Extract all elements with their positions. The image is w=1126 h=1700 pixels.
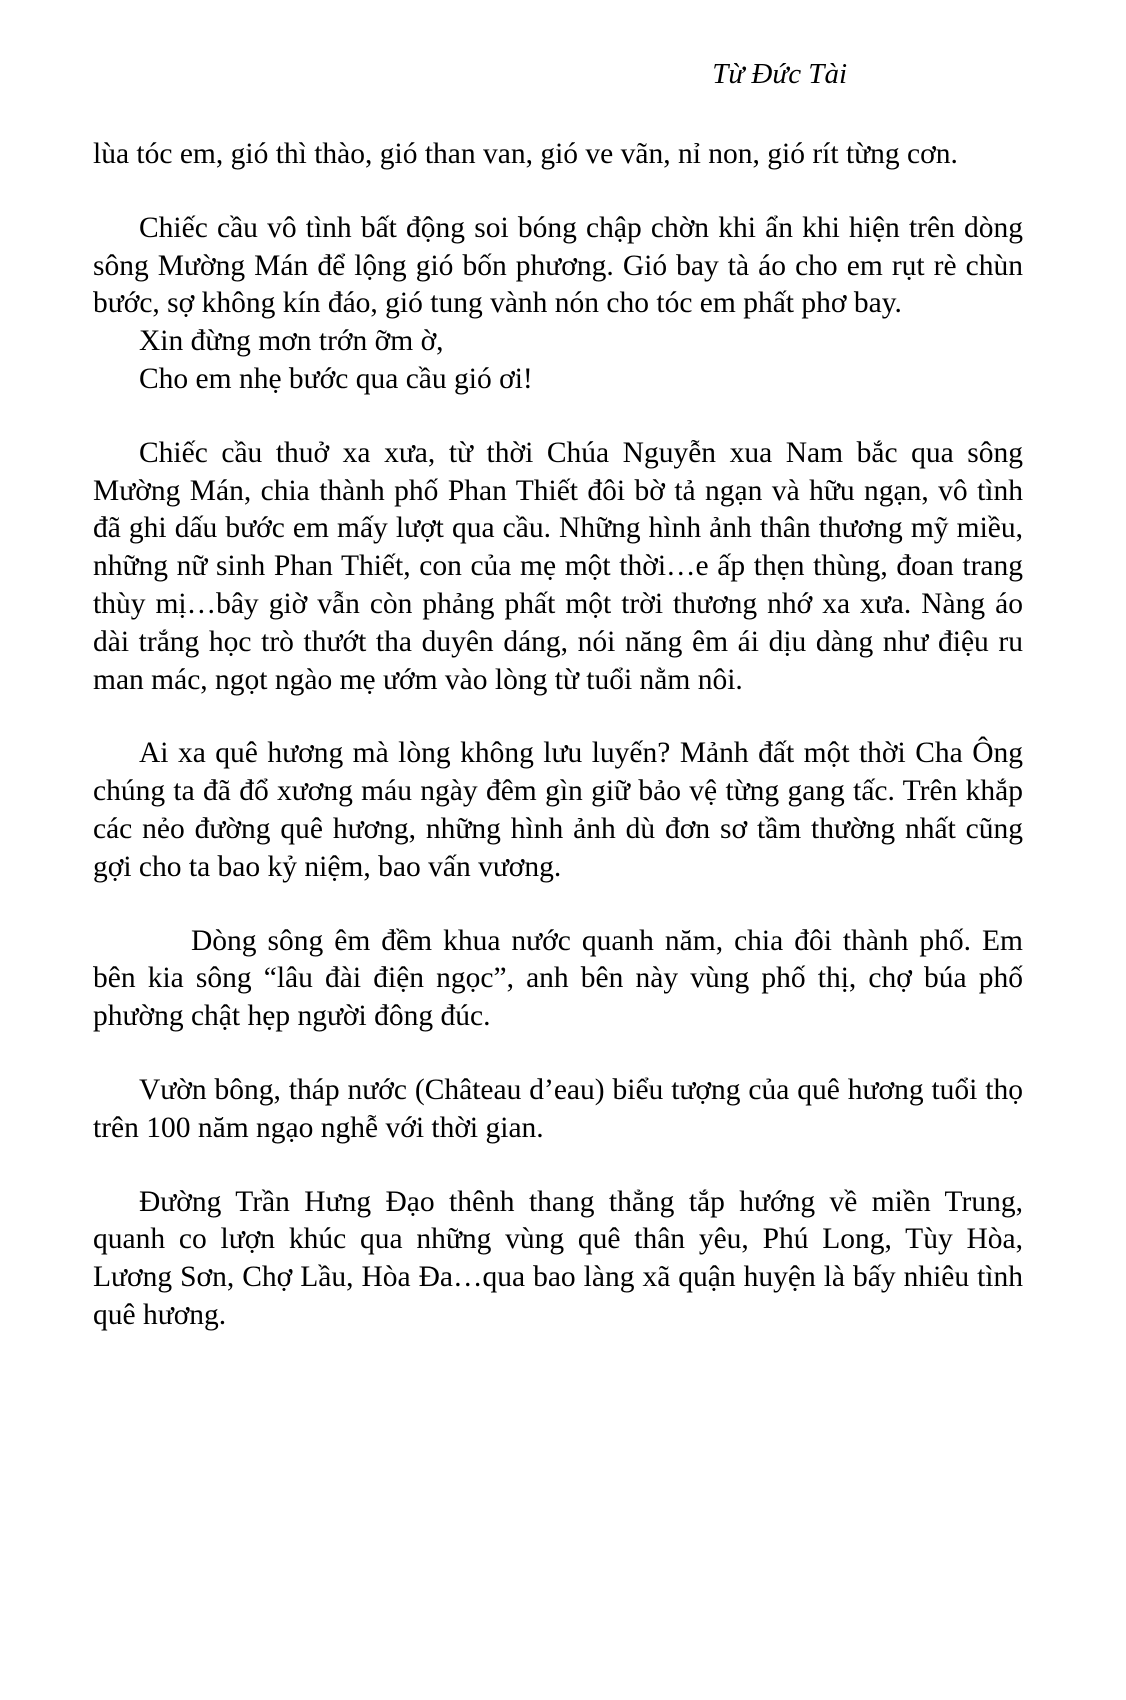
paragraph-water-tower: Vườn bông, tháp nước (Château d’eau) biểu tượng của quê hương tuổi thọ trên 100 năm ngạo nghễ với thời gian. bbox=[93, 1073, 1023, 1144]
verse-line-1: Xin đừng mơn trớn ỡm ờ, bbox=[139, 325, 444, 358]
body-text bbox=[93, 136, 1023, 1335]
paragraph-continuation: lùa tóc em, gió thì thào, gió than van, gió ve vãn, nỉ non, gió rít từng cơn. bbox=[93, 138, 958, 170]
paragraph-river: Dòng sông êm đềm khua nước quanh năm, chia đôi thành phố. Em bên kia sông “lâu đài điện ngọc”, anh bên này vùng phố thị, chợ búa phố phường chật hẹp người đông đúc. bbox=[93, 924, 1023, 1033]
verse-line-2: Cho em nhẹ bước qua cầu gió ơi! bbox=[139, 362, 533, 395]
paragraph-history: Chiếc cầu thuở xa xưa, từ thời Chúa Nguyễn xua Nam bắc qua sông Mường Mán, chia thành phố Phan Thiết đôi bờ tả ngạn và hữu ngạn, vô tình đã ghi dấu bước em mấy lượt qua cầu. Những hình ảnh thân thương mỹ miều, những nữ sinh Phan Thiết, con của mẹ một thời…e ấp thẹn thùng, đoan trang thùy mị…bây giờ vẫn còn phảng phất một trời thương nhớ xa xưa. Nàng áo dài trắng học trò thướt tha duyên dáng, nói năng êm ái dịu dàng như điệu ru man mác, ngọt ngào mẹ ướm vào lòng từ tuổi nằm nôi. bbox=[93, 436, 1023, 696]
paragraph-bridge: Chiếc cầu vô tình bất động soi bóng chập chờn khi ẩn khi hiện trên dòng sông Mường Mán để lộng gió bốn phương. Gió bay tà áo cho em rụt rè chùn bước, sợ không kín đáo, gió tung vành nón cho tóc em phất phơ bay. bbox=[93, 211, 1023, 320]
running-header-author: Từ Đức Tài bbox=[712, 58, 847, 90]
paragraph-road: Đường Trần Hưng Đạo thênh thang thẳng tắp hướng về miền Trung, quanh co lượn khúc qua những vùng quê thân yêu, Phú Long, Tùy Hòa, Lương Sơn, Chợ Lầu, Hòa Đa…qua bao làng xã quận huyện là bấy nhiêu tình quê hương. bbox=[93, 1185, 1023, 1331]
paragraph-homeland: Ai xa quê hương mà lòng không lưu luyến? Mảnh đất một thời Cha Ông chúng ta đã đổ xương máu ngày đêm gìn giữ bảo vệ từng gang tấc. Trên khắp các nẻo đường quê hương, những hình ảnh dù đơn sơ tầm thường nhất cũng gợi cho ta bao kỷ niệm, bao vấn vương. bbox=[93, 737, 1023, 883]
